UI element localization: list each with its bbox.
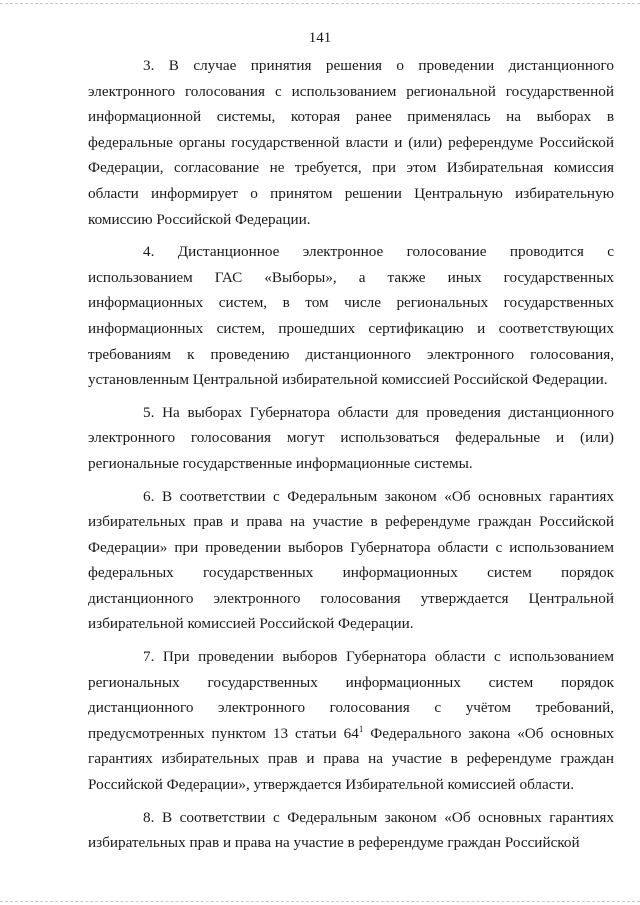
document-body <box>88 53 614 863</box>
paragraph-4: 4. Дистанционное электронное голосование проводится с использованием ГАС «Выборы», а также иных государственных информационных систем, в том числе региональных государственных информационных систем, прошедших сертификацию и соответствующих требованиям к проведению дистанционного электронного голосования, установленным Центральной избирательной комиссией Российской Федерации. <box>88 243 614 389</box>
paragraph-8: 8. В соответствии с Федеральным законом «Об основных гарантиях избирательных прав и права на участие в референдуме граждан Российской <box>88 808 614 852</box>
paragraph-7-text-after: Федерального закона «Об основных гарантиях избирательных прав и права на участие в референдуме граждан Российской Федерации», утверждается Избирательной комиссией области. <box>88 724 614 794</box>
top-scan-edge <box>0 3 640 4</box>
paragraph-6: 6. В соответствии с Федеральным законом «Об основных гарантиях избирательных прав и права на участие в референдуме граждан Российской Федерации» при проведении выборов Губернатора области с использованием федеральных государственных информационных систем порядок дистанционного электронного голосования утверждается Центральной избирательной комиссией Российской Федерации. <box>88 487 614 633</box>
paragraph-3: 3. В случае принятия решения о проведении дистанционного электронного голосования с использованием региональной государственной информационной системы, которая ранее применялась на выборах в федеральные органы государственной власти и (или) референдуме Российской Федерации, согласование не требуется, при этом Избирательная комиссия области информирует о принятом решении Центральную избирательную комиссию Российской Федерации. <box>88 57 614 228</box>
page-number: 141 <box>308 30 332 46</box>
paragraph-5: 5. На выборах Губернатора области для проведения дистанционного электронного голосования могут использоваться федеральные и (или) региональные государственные информационные системы. <box>88 403 614 472</box>
bottom-scan-edge <box>0 901 640 902</box>
paragraph-7-text-before: 7. При проведении выборов Губернатора области с использованием региональных государственных информационных систем порядок дистанционного электронного голосования с учётом требований, предусмотренных пунктом 13 статьи 64 <box>88 648 614 742</box>
paragraph-7 <box>88 644 614 798</box>
article-superscript: 1 <box>358 723 364 734</box>
